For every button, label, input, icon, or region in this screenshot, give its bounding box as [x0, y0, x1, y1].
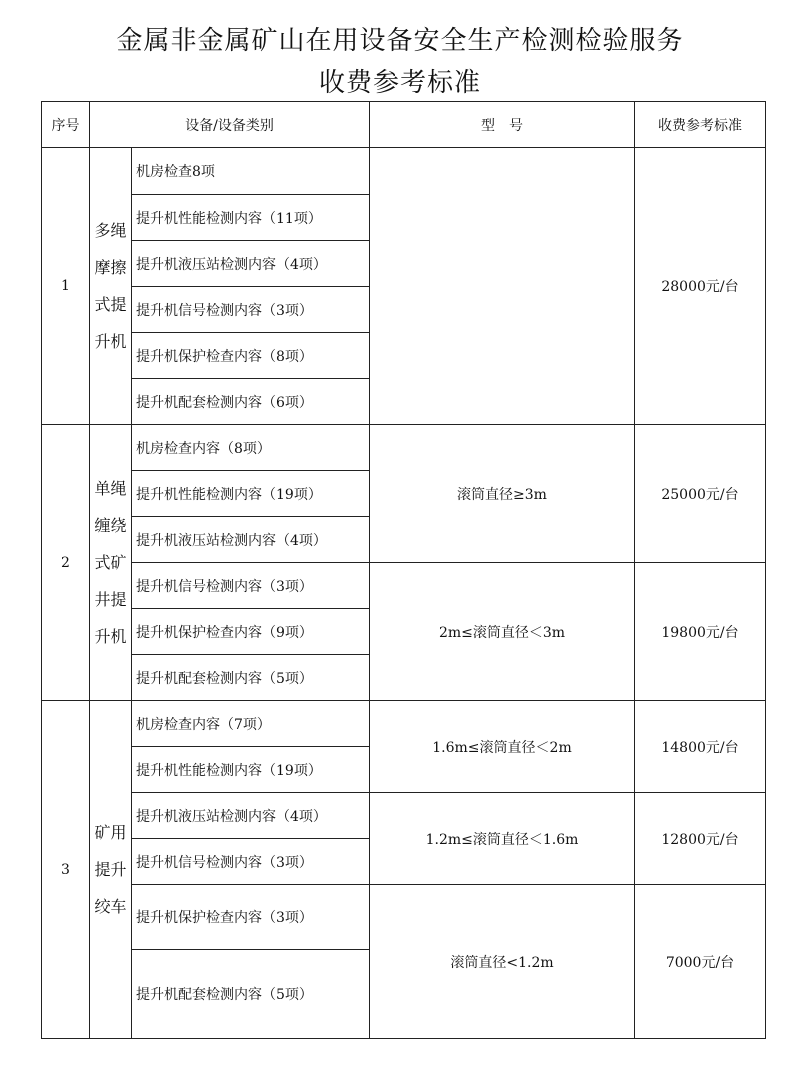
item-cell: 提升机性能检测内容（11项）: [132, 195, 370, 241]
item-cell: 机房检查内容（8项）: [132, 425, 370, 471]
table-row: [42, 701, 766, 747]
category-line: 单绳: [94, 479, 127, 498]
item-cell: 提升机性能检测内容（19项）: [132, 747, 370, 793]
fee-cell: 14800元/台: [635, 701, 766, 793]
category-cell: [90, 425, 132, 701]
fee-cell: 19800元/台: [635, 563, 766, 701]
item-cell: 机房检查内容（7项）: [132, 701, 370, 747]
table-row: [42, 148, 766, 195]
fee-cell: 25000元/台: [635, 425, 766, 563]
item-cell: 提升机液压站检测内容（4项）: [132, 517, 370, 563]
model-cell: 滚筒直径<1.2m: [370, 885, 635, 1039]
table-row: [42, 793, 766, 839]
item-cell: 提升机配套检测内容（5项）: [132, 950, 370, 1039]
item-cell: 提升机保护检查内容（3项）: [132, 885, 370, 950]
fee-cell: 7000元/台: [635, 885, 766, 1039]
category-line: 矿用: [94, 823, 127, 842]
category-line: 提升: [94, 860, 127, 879]
item-cell: 提升机保护检查内容（9项）: [132, 609, 370, 655]
table-row: [42, 563, 766, 609]
seq-cell: 3: [42, 701, 90, 1039]
item-cell: 提升机液压站检测内容（4项）: [132, 241, 370, 287]
category-cell: [90, 148, 132, 425]
header-seq: 序号: [42, 102, 90, 148]
seq-cell: 2: [42, 425, 90, 701]
item-cell: 提升机液压站检测内容（4项）: [132, 793, 370, 839]
document-title: 金属非金属矿山在用设备安全生产检测检验服务: [116, 26, 684, 56]
category-line: 绞车: [94, 897, 127, 916]
category-line: 升机: [94, 627, 127, 646]
category-cell: [90, 701, 132, 1039]
model-cell: 滚筒直径≥3m: [370, 425, 635, 563]
item-cell: 提升机信号检测内容（3项）: [132, 287, 370, 333]
item-cell: 提升机保护检查内容（8项）: [132, 333, 370, 379]
category-line: 摩擦: [94, 258, 127, 277]
model-cell: 2m≤滚筒直径＜3m: [370, 563, 635, 701]
document-subtitle: 收费参考标准: [318, 68, 481, 98]
item-cell: 提升机信号检测内容（3项）: [132, 563, 370, 609]
model-cell: 1.6m≤滚筒直径＜2m: [370, 701, 635, 793]
header-model: 型 号: [370, 102, 635, 148]
item-cell: 提升机信号检测内容（3项）: [132, 839, 370, 885]
category-line: 式提: [94, 295, 127, 314]
item-cell: 机房检查8项: [132, 148, 370, 195]
fee-cell: 28000元/台: [635, 148, 766, 425]
category-line: 井提: [94, 590, 127, 609]
category-line: 多绳: [94, 221, 127, 240]
fee-cell: 12800元/台: [635, 793, 766, 885]
header-category: 设备/设备类别: [90, 102, 370, 148]
category-line: 升机: [94, 332, 127, 351]
table-row: [42, 885, 766, 950]
fee-table: [41, 101, 766, 1039]
header-fee: 收费参考标准: [635, 102, 766, 148]
model-cell: [370, 148, 635, 425]
item-cell: 提升机配套检测内容（5项）: [132, 655, 370, 701]
item-cell: 提升机性能检测内容（19项）: [132, 471, 370, 517]
item-cell: 提升机配套检测内容（6项）: [132, 379, 370, 425]
header-row: [42, 102, 766, 148]
model-cell: 1.2m≤滚筒直径＜1.6m: [370, 793, 635, 885]
seq-cell: 1: [42, 148, 90, 425]
table-row: [42, 425, 766, 471]
category-line: 缠绕: [94, 516, 127, 535]
category-line: 式矿: [94, 553, 127, 572]
